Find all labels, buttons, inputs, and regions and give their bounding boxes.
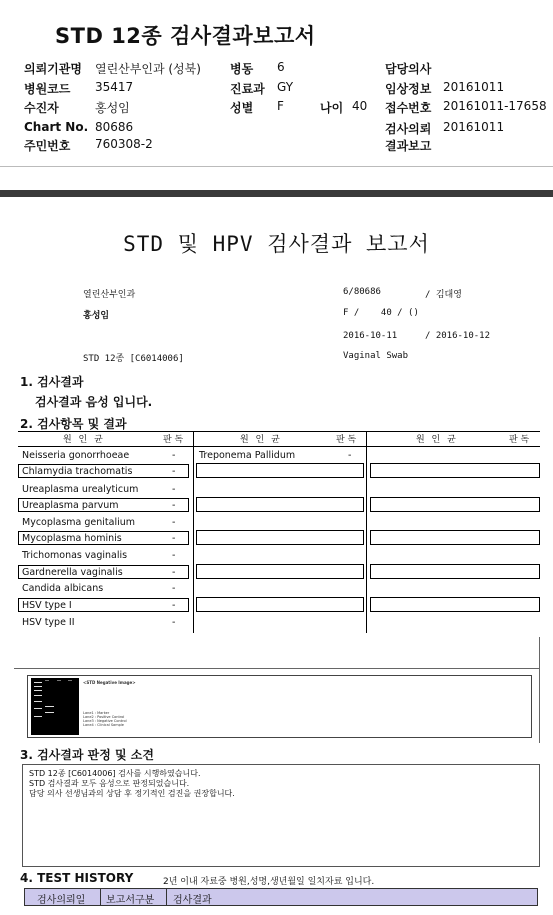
col3-header-judgement: 판 독 (509, 435, 530, 445)
pathogen-result: - (172, 600, 176, 611)
pathogen-result: - (172, 484, 176, 495)
header-divider (0, 166, 553, 167)
header-label-patient: 수진자 (24, 101, 59, 115)
col2-header-judgement: 판 독 (336, 435, 357, 445)
results-table (18, 431, 540, 633)
column-divider (166, 889, 167, 905)
pathogen-result: - (172, 500, 176, 511)
section-divider-vertical (539, 637, 540, 743)
section4-heading: 4. TEST HISTORY (20, 871, 134, 885)
header-value-resident-no: 760308-2 (95, 137, 153, 151)
header-value-ward: 6 (277, 60, 285, 74)
info-report-date: / 2016-10-12 (425, 331, 491, 341)
header-label-resident-no: 주민번호 (24, 139, 71, 153)
header-label-sex: 성별 (230, 101, 254, 115)
header-label-report: 결과보고 (385, 139, 432, 153)
empty-result-box (370, 463, 540, 478)
header-value-request-date: 20161011 (443, 120, 505, 134)
pathogen-name: Chlamydia trachomatis (22, 466, 133, 477)
empty-result-box (370, 597, 540, 612)
pathogen-name: Treponema Pallidum (199, 450, 296, 461)
info-test: STD 12종 [C6014006] (83, 354, 184, 364)
gel-legend-line: Lane2 : Positive Control (83, 715, 125, 719)
history-col-report-type: 보고서구분 (106, 895, 155, 906)
col2-header-pathogen: 원 인 균 (240, 435, 282, 445)
gel-legend-line: Lane3 : Negative Control (83, 719, 127, 723)
empty-result-box (196, 497, 364, 512)
opinion-line: STD 검사결과 모두 음성으로 판정되었습니다. (29, 779, 190, 788)
pathogen-result: - (172, 517, 176, 528)
col3-header-pathogen: 원 인 균 (416, 435, 458, 445)
pathogen-result: - (172, 466, 176, 477)
pathogen-result: - (172, 450, 176, 461)
empty-result-box (196, 564, 364, 579)
pathogen-name: Neisseria gonorrhoeae (22, 450, 130, 461)
opinion-line: STD 12종 [C6014006] 검사를 시행하였습니다. (29, 769, 201, 778)
section3-heading: 3. 검사결과 판정 및 소견 (20, 748, 154, 762)
history-col-request-date: 검사의뢰일 (37, 895, 86, 906)
header-value-chart-no: 80686 (95, 120, 134, 134)
gel-legend-line: Lane4 : Clinical Sample (83, 723, 124, 727)
pathogen-name: HSV type II (22, 617, 75, 628)
pathogen-result: - (348, 450, 352, 461)
gel-image-legend (83, 680, 173, 734)
section1-heading: 1. 검사결과 (20, 375, 84, 389)
gel-legend-line: Lane1 : Marker (83, 711, 110, 715)
pathogen-name: Mycoplasma genitalium (22, 517, 136, 528)
header-label-age: 나이 (320, 101, 344, 115)
empty-result-box (370, 497, 540, 512)
header-label-clinical-info: 임상정보 (385, 82, 432, 96)
empty-result-box (196, 530, 364, 545)
pathogen-result: - (172, 617, 176, 628)
pathogen-result: - (172, 583, 176, 594)
header-value-patient: 홍성임 (95, 101, 130, 115)
pathogen-result: - (172, 533, 176, 544)
info-sex-age: F / 40 / () (343, 308, 419, 318)
empty-result-box (370, 564, 540, 579)
opinion-box (22, 764, 540, 867)
header-value-department: GY (277, 80, 294, 94)
info-patient: 홍성임 (83, 311, 110, 321)
history-col-result: 검사결과 (173, 895, 212, 906)
header-label-doctor: 담당의사 (385, 62, 432, 76)
page-title: STD 12종 검사결과보고서 (55, 24, 316, 48)
column-divider (100, 889, 101, 905)
header-value-sex: F (277, 99, 284, 113)
history-note: 2년 이내 자료중 병원,성명,생년월일 일치자료 입니다. (163, 877, 375, 887)
pathogen-result: - (172, 567, 176, 578)
info-specimen: Vaginal Swab (343, 351, 409, 361)
section1-result: 검사결과 음성 입니다. (35, 395, 153, 409)
empty-result-box (196, 597, 364, 612)
pathogen-name: Gardnerella vaginalis (22, 567, 123, 578)
col1-header-judgement: 판 독 (163, 435, 184, 445)
header-label-hospital-code: 병원코드 (24, 82, 71, 96)
pathogen-name: HSV type I (22, 600, 72, 611)
gel-electrophoresis-image (31, 678, 79, 735)
column-divider (366, 431, 367, 633)
header-value-clinical-info: 20161011 (443, 80, 505, 94)
info-chart: 6/80686 (343, 287, 381, 297)
col1-header-pathogen: 원 인 균 (63, 435, 105, 445)
info-clinic: 열린산부인과 (83, 290, 136, 300)
header-label-chart-no: Chart No. (24, 120, 89, 134)
report-title: STD 및 HPV 검사결과 보고서 (123, 232, 430, 256)
pathogen-name: Mycoplasma hominis (22, 533, 122, 544)
gel-image-caption: <STD Negative Image> (83, 680, 136, 685)
opinion-line: 담당 의사 선생님과의 상담 후 정기적인 검진을 권장합니다. (29, 789, 235, 798)
header-value-age: 40 (352, 99, 368, 113)
pathogen-name: Candida albicans (22, 583, 104, 594)
pathogen-result: - (172, 550, 176, 561)
page-separator-bar (0, 190, 553, 197)
header-value-receipt-no: 20161011-17658 (443, 99, 547, 113)
section-divider (14, 668, 539, 669)
info-doctor: / 김대영 (425, 290, 462, 300)
header-value-hospital-code: 35417 (95, 80, 134, 94)
pathogen-name: Ureaplasma parvum (22, 500, 119, 511)
section2-heading: 2. 검사항목 및 결과 (20, 417, 127, 431)
pathogen-name: Trichomonas vaginalis (22, 550, 128, 561)
empty-result-box (370, 530, 540, 545)
info-receipt-date: 2016-10-11 (343, 331, 398, 341)
header-label-request-date: 검사의뢰 (385, 122, 432, 136)
column-divider (193, 431, 194, 633)
pathogen-name: Ureaplasma urealyticum (22, 484, 139, 495)
empty-result-box (196, 463, 364, 478)
header-label-receipt-no: 접수번호 (385, 101, 432, 115)
header-value-clinic: 열린산부인과 (성북) (95, 62, 201, 76)
history-table-header (24, 888, 538, 906)
header-label-department: 진료과 (230, 82, 265, 96)
header-label-ward: 병동 (230, 62, 254, 76)
header-label-clinic: 의뢰기관명 (24, 62, 82, 76)
